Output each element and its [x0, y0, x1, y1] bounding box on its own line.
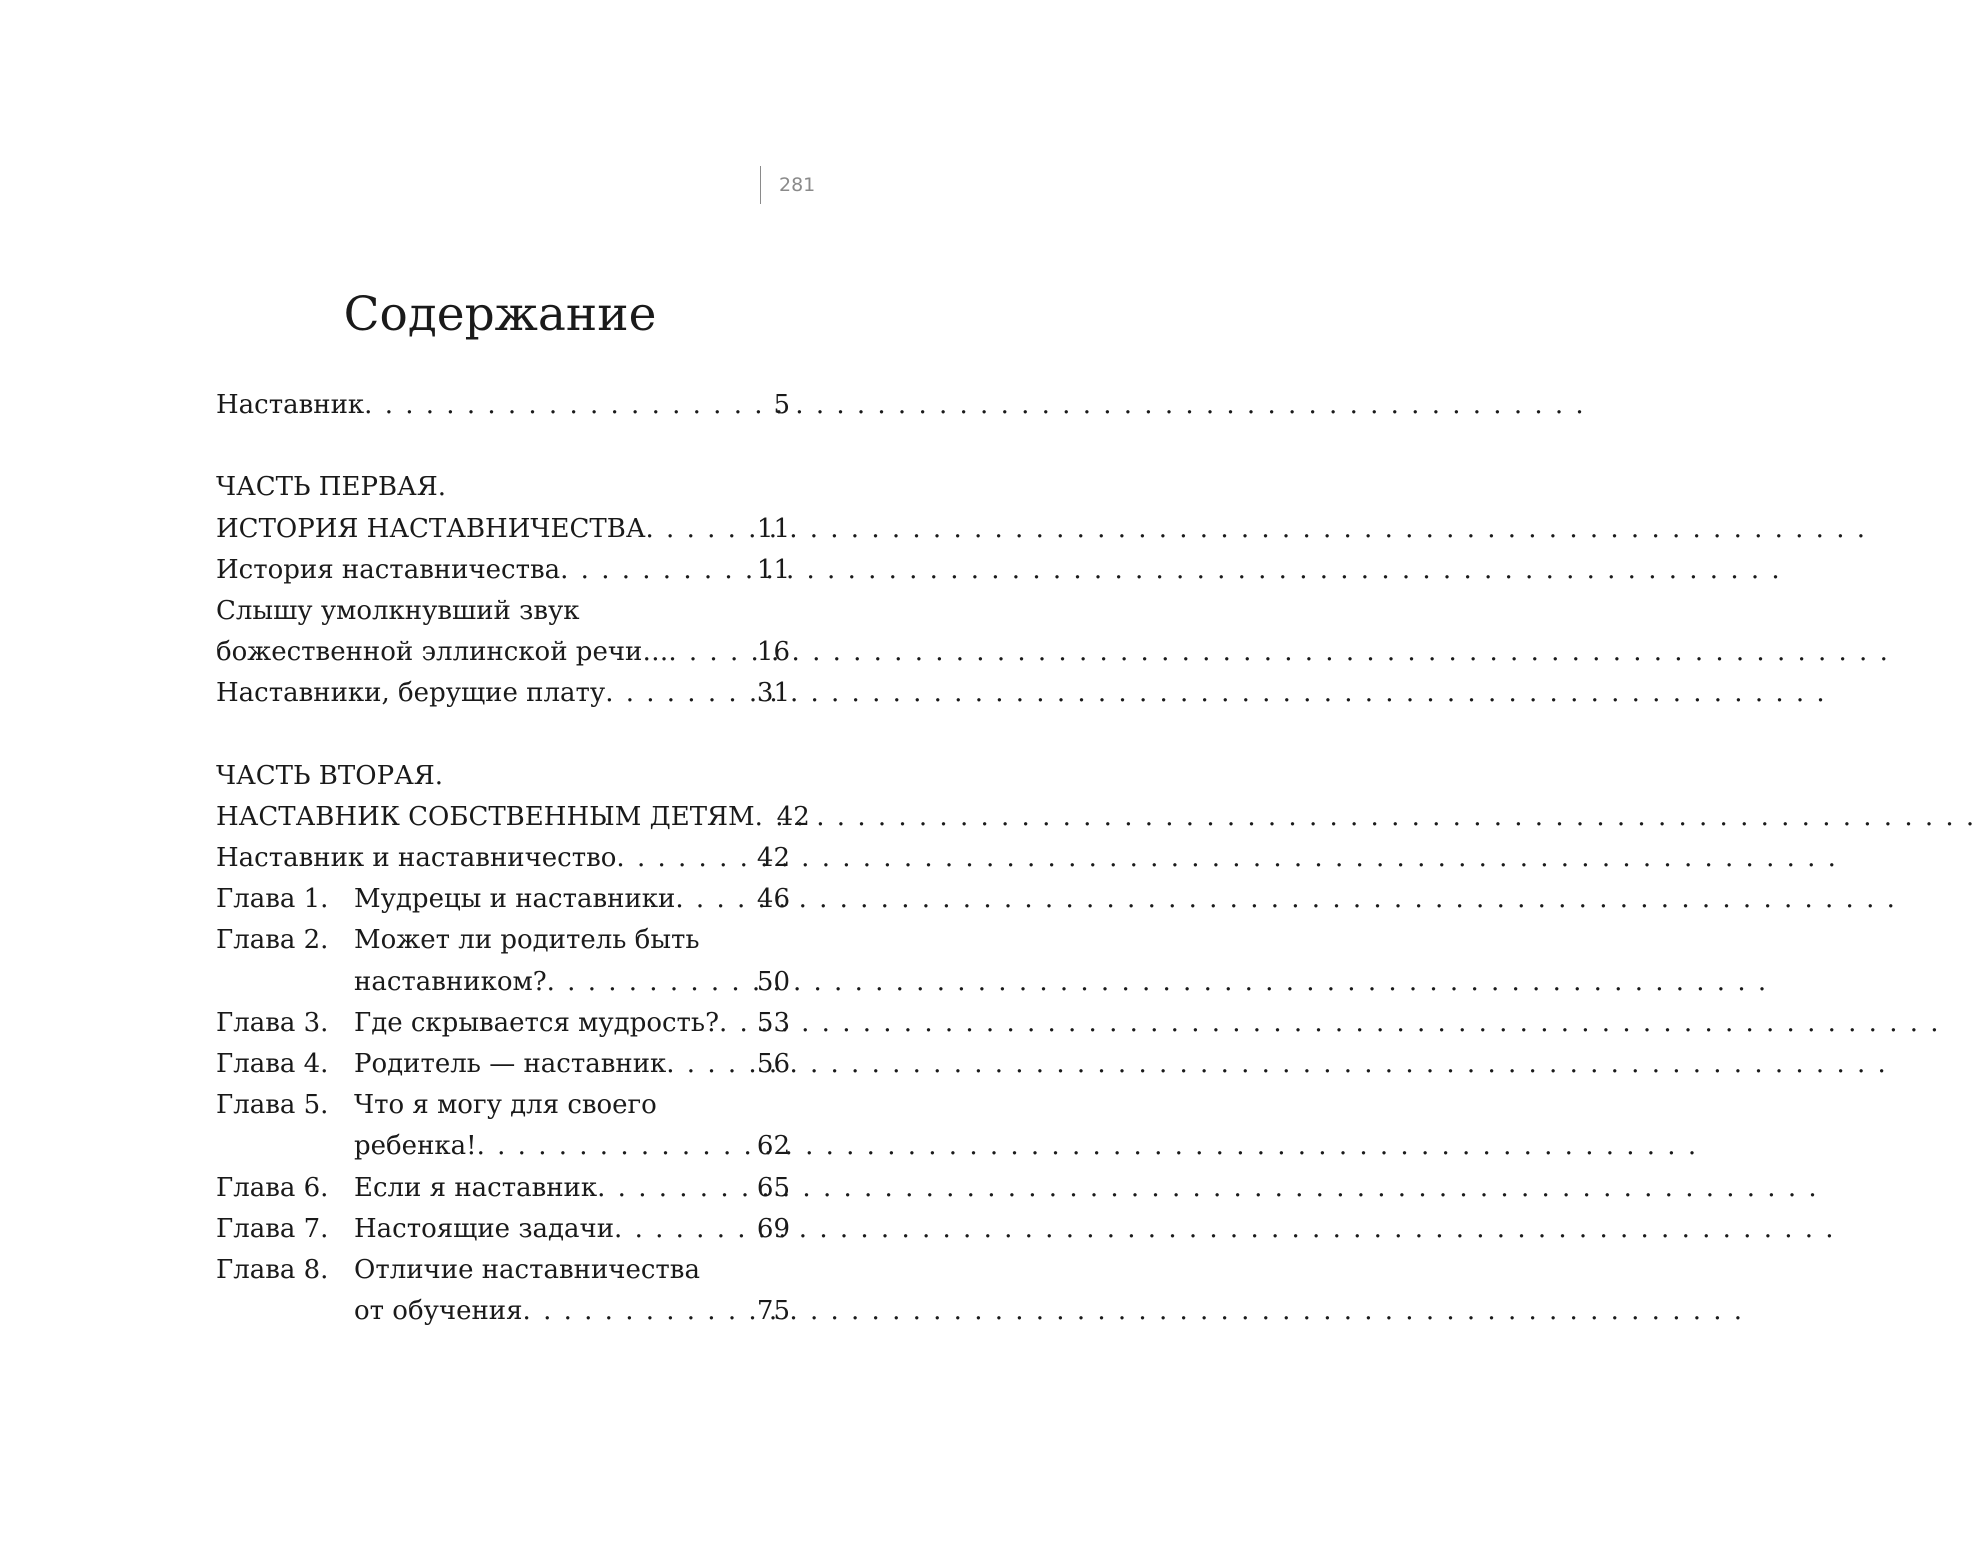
toc-entry-text: Родитель — наставник — [354, 1049, 667, 1079]
toc-entry-text: ребенка! — [354, 1131, 477, 1162]
page-title: Содержание — [343, 287, 657, 342]
toc-entry-text: ИСТОРИЯ НАСТАВНИЧЕСТВА — [216, 513, 646, 544]
dot-leader — [477, 1126, 755, 1167]
toc-entry-text: от обучения — [354, 1296, 523, 1327]
toc-entry-page: 46 — [756, 884, 790, 915]
dot-leader — [675, 879, 755, 920]
dot-leader — [755, 797, 775, 838]
dot-leader — [597, 1168, 755, 1209]
toc-entry-text: Где скрывается мудрость? — [354, 1007, 720, 1038]
toc-chapter-4[interactable] — [216, 1044, 790, 1085]
toc-part-one-title[interactable] — [216, 509, 790, 550]
toc-chapter-5-line1[interactable] — [216, 1085, 790, 1126]
dot-leader — [646, 509, 755, 550]
toc-chapter-2-line1[interactable] — [216, 920, 790, 961]
toc-entry-text: Что я могу для своего — [354, 1090, 657, 1121]
toc-chapter-6[interactable] — [216, 1168, 790, 1209]
toc-part-label: ЧАСТЬ ПЕРВАЯ. — [216, 472, 447, 503]
toc-entry-mentor-and-mentoring[interactable] — [216, 838, 790, 879]
toc-entry-page: 42 — [776, 801, 810, 832]
dot-leader — [666, 1044, 755, 1085]
dot-leader — [719, 1003, 755, 1044]
dot-leader — [605, 673, 755, 714]
toc-part-one-heading — [216, 467, 790, 508]
dot-leader — [560, 550, 755, 591]
toc-entry-hellenic-line1[interactable] — [216, 591, 790, 632]
toc-entry-page: 56 — [756, 1049, 790, 1079]
toc-entry-text: Наставник и наставничество — [216, 843, 617, 874]
toc-entry-text: божественной эллинской речи… — [216, 637, 669, 668]
section-spacer — [216, 426, 790, 467]
toc-entry-page: 16 — [756, 637, 790, 668]
dot-leader — [668, 632, 755, 673]
chapter-label: Глава 2. — [216, 925, 329, 956]
toc-entry-text: НАСТАВНИК СОБСТВЕННЫМ ДЕТЯМ — [216, 801, 755, 832]
toc-part-two-heading — [216, 756, 790, 797]
toc-entry-page: 42 — [756, 843, 790, 874]
chapter-label: Глава 5. — [216, 1090, 329, 1121]
table-of-contents — [216, 385, 810, 1332]
toc-entry-page: 75 — [756, 1296, 790, 1327]
toc-part-two-title[interactable] — [216, 797, 810, 838]
toc-entry-page: 50 — [756, 966, 790, 997]
toc-part-label: ЧАСТЬ ВТОРАЯ. — [216, 760, 444, 791]
toc-entry-text: Настоящие задачи — [354, 1213, 615, 1244]
section-spacer — [216, 715, 790, 756]
chapter-label: Глава 7. — [216, 1213, 329, 1244]
chapter-label: Глава 6. — [216, 1172, 329, 1203]
dot-leader — [523, 1291, 755, 1332]
page-number: 281 — [760, 166, 815, 204]
toc-entry-page: 53 — [756, 1007, 790, 1038]
toc-chapter-1[interactable] — [216, 879, 790, 920]
toc-entry-page: 62 — [756, 1131, 790, 1162]
toc-chapter-7[interactable] — [216, 1209, 790, 1250]
toc-chapter-2-line2[interactable] — [216, 962, 790, 1003]
chapter-label: Глава 8. — [216, 1254, 329, 1285]
toc-entry-text: Если я наставник — [354, 1172, 598, 1203]
toc-entry-page: 5 — [773, 390, 790, 420]
chapter-label: Глава 4. — [216, 1049, 329, 1079]
toc-entry-text: Наставники, берущие плату — [216, 678, 606, 709]
chapter-label: Глава 3. — [216, 1007, 329, 1038]
toc-chapter-8-line2[interactable] — [216, 1291, 790, 1332]
toc-entry-page: 11 — [756, 513, 790, 544]
toc-entry-page: 11 — [756, 554, 790, 585]
toc-entry-text: наставником? — [354, 966, 547, 997]
dot-leader — [547, 962, 755, 1003]
toc-entry-hellenic-line2[interactable] — [216, 632, 790, 673]
toc-entry-page: 31 — [756, 678, 790, 709]
toc-entry-text: Мудрецы и наставники — [354, 884, 676, 915]
toc-entry-page: 65 — [756, 1172, 790, 1203]
dot-leader — [364, 385, 771, 426]
chapter-label: Глава 1. — [216, 884, 329, 915]
toc-entry-history[interactable] — [216, 550, 790, 591]
toc-entry-paid-mentors[interactable] — [216, 673, 790, 714]
toc-entry-text: Слышу умолкнувший звук — [216, 595, 580, 626]
toc-chapter-5-line2[interactable] — [216, 1126, 790, 1167]
toc-entry-text: Наставник — [216, 390, 365, 420]
dot-leader — [616, 838, 754, 879]
toc-chapter-3[interactable] — [216, 1003, 790, 1044]
toc-chapter-8-line1[interactable] — [216, 1250, 790, 1291]
toc-entry-text: История наставничества — [216, 554, 561, 585]
toc-entry-text: Отличие наставничества — [354, 1254, 700, 1285]
dot-leader — [614, 1209, 755, 1250]
toc-entry-text: Может ли родитель быть — [354, 925, 700, 956]
toc-entry-mentor[interactable] — [216, 385, 790, 426]
toc-entry-page: 69 — [756, 1213, 790, 1244]
